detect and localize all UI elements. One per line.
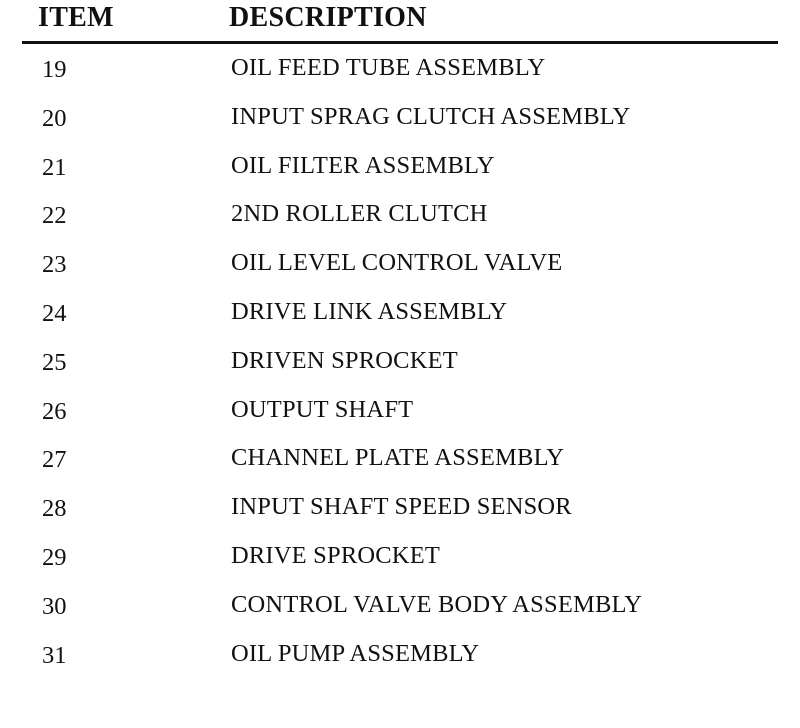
table-header <box>0 0 800 48</box>
item-description: DRIVE SPROCKET <box>231 541 441 569</box>
item-description: CHANNEL PLATE ASSEMBLY <box>231 444 565 472</box>
item-number: 21 <box>42 153 67 181</box>
item-number: 19 <box>42 56 67 83</box>
item-number: 22 <box>42 202 67 230</box>
table-row <box>0 591 800 640</box>
table-row <box>0 103 800 152</box>
description-column-header: DESCRIPTION <box>229 2 427 33</box>
item-number: 27 <box>42 446 67 474</box>
item-number: 20 <box>42 104 67 132</box>
header-rule <box>22 41 778 44</box>
table-row <box>0 444 800 493</box>
item-description: OIL FILTER ASSEMBLY <box>231 151 495 179</box>
table-row <box>0 542 800 591</box>
item-description: 2ND ROLLER CLUTCH <box>231 200 488 228</box>
parts-table-body <box>0 54 800 688</box>
item-number: 28 <box>42 495 67 523</box>
table-row <box>0 493 800 542</box>
item-description: INPUT SPRAG CLUTCH ASSEMBLY <box>231 102 631 130</box>
item-number: 29 <box>42 543 67 571</box>
table-row <box>0 54 800 103</box>
item-description: DRIVEN SPROCKET <box>231 346 458 374</box>
table-row <box>0 152 800 201</box>
table-row <box>0 396 800 445</box>
item-number: 24 <box>42 299 67 327</box>
table-row <box>0 347 800 396</box>
item-description: DRIVE LINK ASSEMBLY <box>231 297 508 325</box>
table-row <box>0 200 800 249</box>
item-description: INPUT SHAFT SPEED SENSOR <box>231 493 572 521</box>
item-number: 23 <box>42 251 67 279</box>
item-description: OIL LEVEL CONTROL VALVE <box>231 249 563 277</box>
item-description: OIL FEED TUBE ASSEMBLY <box>231 54 546 81</box>
item-number: 25 <box>42 348 67 376</box>
table-row <box>0 249 800 298</box>
item-column-header: ITEM <box>38 2 114 33</box>
item-description: CONTROL VALVE BODY ASSEMBLY <box>231 590 643 618</box>
item-number: 31 <box>42 641 67 669</box>
item-number: 30 <box>42 592 67 620</box>
table-row <box>0 298 800 347</box>
item-description: OIL PUMP ASSEMBLY <box>231 639 480 667</box>
item-number: 26 <box>42 397 67 425</box>
table-row <box>0 640 800 689</box>
item-description: OUTPUT SHAFT <box>231 395 414 423</box>
